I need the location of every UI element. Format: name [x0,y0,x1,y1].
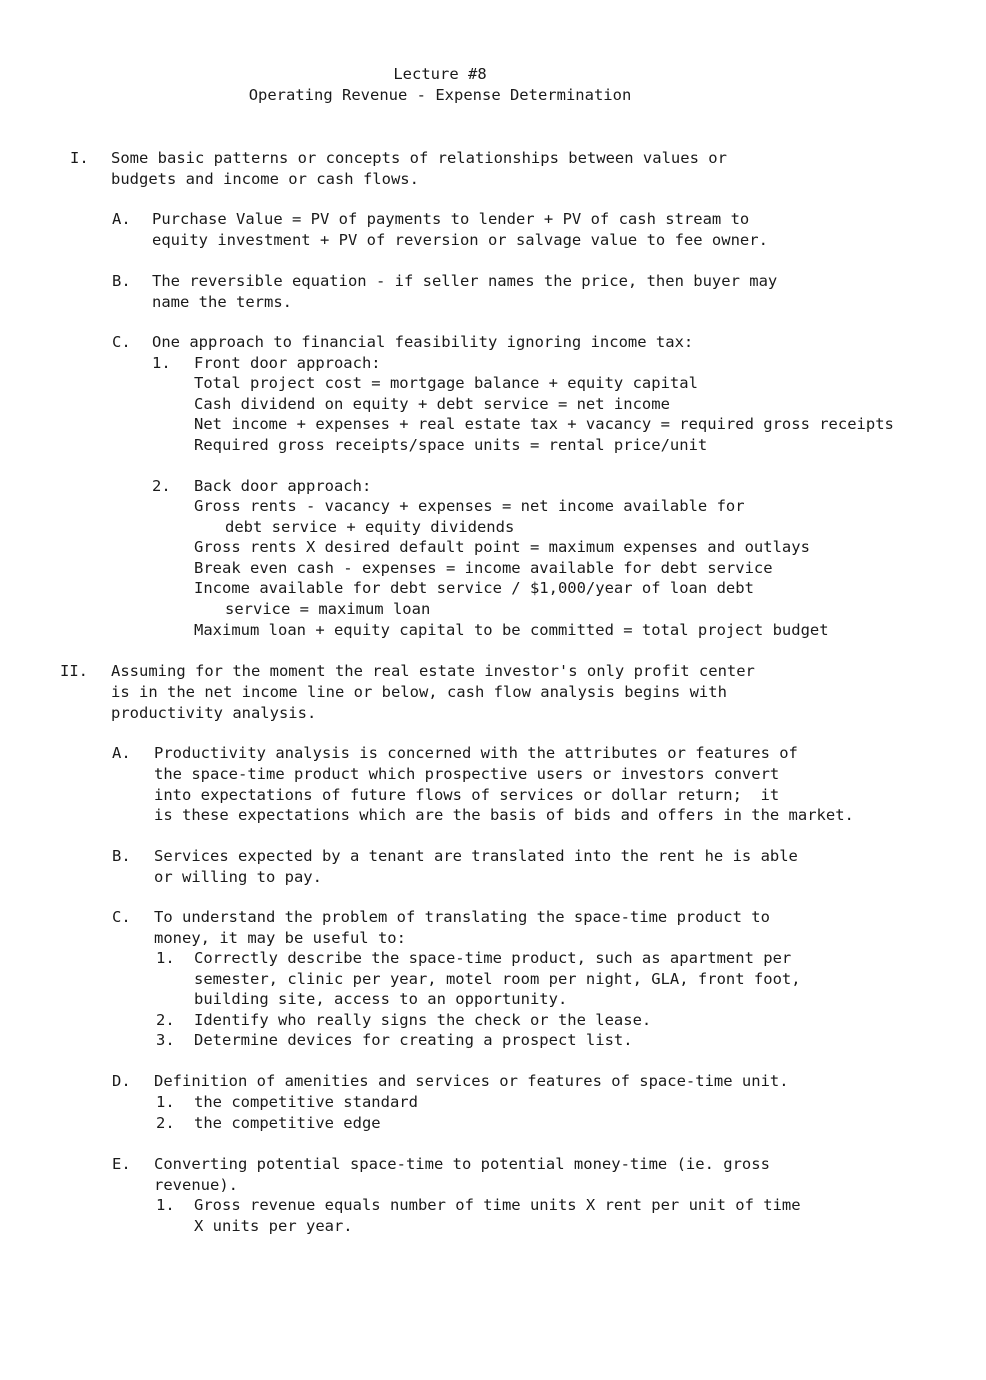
section-text: Some basic patterns or concepts of relationships between values or [111,149,727,167]
subsection-text: money, it may be useful to: [154,929,406,947]
item-marker: 3. [156,1031,175,1049]
item-text: Correctly describe the space-time product, such as apartment per [194,949,792,967]
item-text: Gross rents - vacancy + expenses = net income available for [194,497,745,515]
item-text: X units per year. [194,1217,353,1235]
lecture-topic: Operating Revenue - Expense Determination [248,85,632,104]
subsection-marker: A. [112,210,131,228]
subsection-text: equity investment + PV of reversion or salvage value to fee owner. [152,231,768,249]
item-text: the competitive standard [194,1093,418,1111]
section-text: productivity analysis. [111,704,317,722]
subsection-text: or willing to pay. [154,868,322,886]
item-marker: 2. [152,477,171,495]
item-text: Total project cost = mortgage balance + equity capital [194,374,698,392]
subsection-text: Definition of amenities and services or features of space-time unit. [154,1072,789,1090]
section-text: is in the net income line or below, cash flow analysis begins with [111,683,727,701]
subsection-text: Productivity analysis is concerned with the attributes or features of [154,744,798,762]
item-text: Front door approach: [194,354,381,372]
subsection-text: One approach to financial feasibility ignoring income tax: [152,333,694,351]
subsection-marker: B. [112,272,131,290]
subsection-marker: B. [112,847,131,865]
item-text: Cash dividend on equity + debt service = net income [194,395,670,413]
item-marker: 1. [152,354,171,372]
item-text: Maximum loan + equity capital to be committed = total project budget [194,621,829,639]
subsection-text: name the terms. [152,293,292,311]
item-marker: 1. [156,949,175,967]
item-marker: 1. [156,1196,175,1214]
subsection-text: into expectations of future flows of services or dollar return; it [154,786,780,804]
item-text: Required gross receipts/space units = rental price/unit [194,436,708,454]
item-text: the competitive edge [194,1114,381,1132]
subsection-text: Converting potential space-time to potential money-time (ie. gross [154,1155,770,1173]
item-text: service = maximum loan [225,600,431,618]
item-text: building site, access to an opportunity. [194,990,568,1008]
item-text: Back door approach: [194,477,372,495]
item-text: Gross revenue equals number of time units X rent per unit of time [194,1196,801,1214]
item-marker: 1. [156,1093,175,1111]
subsection-text: Services expected by a tenant are translated into the rent he is able [154,847,798,865]
item-marker: 2. [156,1011,175,1029]
subsection-marker: D. [112,1072,131,1090]
subsection-text: To understand the problem of translating the space-time product to [154,908,770,926]
item-text: debt service + equity dividends [225,518,515,536]
subsection-marker: C. [112,333,131,351]
item-text: Gross rents X desired default point = maximum expenses and outlays [194,538,810,556]
section-text: budgets and income or cash flows. [111,170,419,188]
section-text: Assuming for the moment the real estate investor's only profit center [111,662,755,680]
subsection-text: is these expectations which are the basis of bids and offers in the market. [154,806,854,824]
subsection-text: revenue). [154,1176,238,1194]
section-marker: II. [60,662,88,680]
item-marker: 2. [156,1114,175,1132]
subsection-text: Purchase Value = PV of payments to lender + PV of cash stream to [152,210,750,228]
item-text: Break even cash - expenses = income available for debt service [194,559,773,577]
lecture-number: Lecture #8 [393,65,487,83]
item-text: Net income + expenses + real estate tax + vacancy = required gross receipts [194,415,894,433]
subsection-marker: E. [112,1155,131,1173]
item-text: semester, clinic per year, motel room per night, GLA, front foot, [194,970,801,988]
section-marker: I. [70,149,89,167]
document-title [0,64,880,105]
subsection-marker: A. [112,744,131,762]
subsection-marker: C. [112,908,131,926]
item-text: Determine devices for creating a prospect list. [194,1031,633,1049]
item-text: Identify who really signs the check or the lease. [194,1011,652,1029]
subsection-text: the space-time product which prospective users or investors convert [154,765,780,783]
subsection-text: The reversible equation - if seller names the price, then buyer may [152,272,778,290]
item-text: Income available for debt service / $1,000/year of loan debt [194,579,754,597]
